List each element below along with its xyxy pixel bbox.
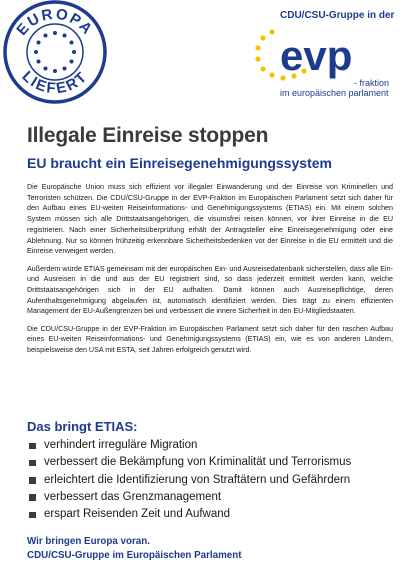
paragraph-1: Die Europäische Union muss sich effizient vor illegaler Einwanderung und der Einreise von Kriminellen und Terroristen schützen. Die CDU/CSU-Gruppe in der EVP-Fraktion im Europäischen Parlament setzt sich daher für den Aufbau eines EU-weiten Reiseinformations- und Genehmigungssystems (ETIAS) ein. Mit einem solchen System müssen sich alle Drittstaatsangehörigen, die visumsfrei reisen können, vor ihrer Einreise in die EU registrieren. Nach einer Sicherheitsüberprüfung erhält der Antragsteller eine Einreisegenehmigung oder eine Ablehnung. Nur so können frühzeitig erkennbare Sicherheitsbedenken vor der Einreise in die EU ermittelt und die Einreise verweigert werden. — [27, 183, 393, 256]
list-item — [27, 437, 351, 454]
benefits-heading: Das bringt ETIAS: — [27, 419, 138, 434]
page-header — [0, 0, 420, 125]
evp-wordmark — [240, 20, 420, 90]
body-text — [27, 182, 393, 362]
square-bullet-icon — [29, 460, 36, 467]
list-item-text: erspart Reisenden Zeit und Aufwand — [44, 508, 231, 521]
evp-logo-top-line: CDU/CSU-Gruppe in der — [280, 10, 395, 21]
list-item — [27, 472, 351, 489]
footer-organization: CDU/CSU-Gruppe im Europäischen Parlament — [27, 550, 242, 561]
list-item-text: verbessert das Grenzmanagement — [44, 490, 222, 503]
footer-signature — [27, 535, 241, 563]
seal-top-text: EUROPA — [13, 5, 97, 39]
square-bullet-icon — [29, 443, 36, 450]
square-bullet-icon — [29, 477, 36, 484]
list-item-text: verhindert irreguläre Migration — [44, 439, 198, 451]
list-item — [27, 454, 351, 471]
square-bullet-icon — [29, 494, 36, 501]
evp-logo-subline-1: - fraktion — [354, 78, 390, 88]
list-item — [27, 489, 351, 506]
evp-logo-subline-2: im europäischen parlament — [280, 88, 389, 98]
square-bullet-icon — [29, 512, 36, 519]
evp-wordmark-text: evp — [280, 32, 353, 79]
footer-slogan: Wir bringen Europa voran. — [27, 536, 150, 547]
list-item — [27, 506, 351, 523]
benefits-list — [27, 437, 351, 523]
seal-bottom-text: LIEFERT — [18, 67, 92, 98]
paragraph-2: Außerdem würde ETIAS gemeinsam mit der europäischen Ein- und Ausreisedatenbank sicherstellen, dass alle Ein- und Ausreisen in die und aus der EU registriert sind, so dass jederzeit ermittelt werden kann, welche Drittstaatsangehörigen sich in der EU aufhalten. Damit können auch Ausreisepflichtige, deren Aufenthaltsgenehmigung abgelaufen ist, automatisch identifiziert werden. Dies trägt zu einem effizienten Management der EU-Außengrenzen bei und verbessert die innere Sicherheit in den EU-Mitgliedstaaten. — [27, 264, 393, 316]
page-subtitle: EU braucht ein Einreisegenehmigungssystem — [27, 155, 332, 171]
paragraph-3: Die CDU/CSU-Gruppe in der EVP-Fraktion im Europäischen Parlament setzt sich daher für den raschen Aufbau eines EU-weiten Reiseinformations- und Genehmigungssystems (ETIAS) ein, wie es von anderen Ländern, beispielsweise den USA mit ESTA, seit Jahren erfolgreich genutzt wird. — [27, 324, 393, 355]
europa-liefert-seal — [0, 0, 110, 110]
list-item-text: verbessert die Bekämpfung von Kriminalität und Terrorismus — [44, 456, 352, 469]
list-item-text: erleichtert die Identifizierung von Straftätern und Gefährdern — [44, 473, 351, 486]
evp-fraktion-logo — [240, 6, 420, 106]
page-title: Illegale Einreise stoppen — [27, 124, 269, 147]
